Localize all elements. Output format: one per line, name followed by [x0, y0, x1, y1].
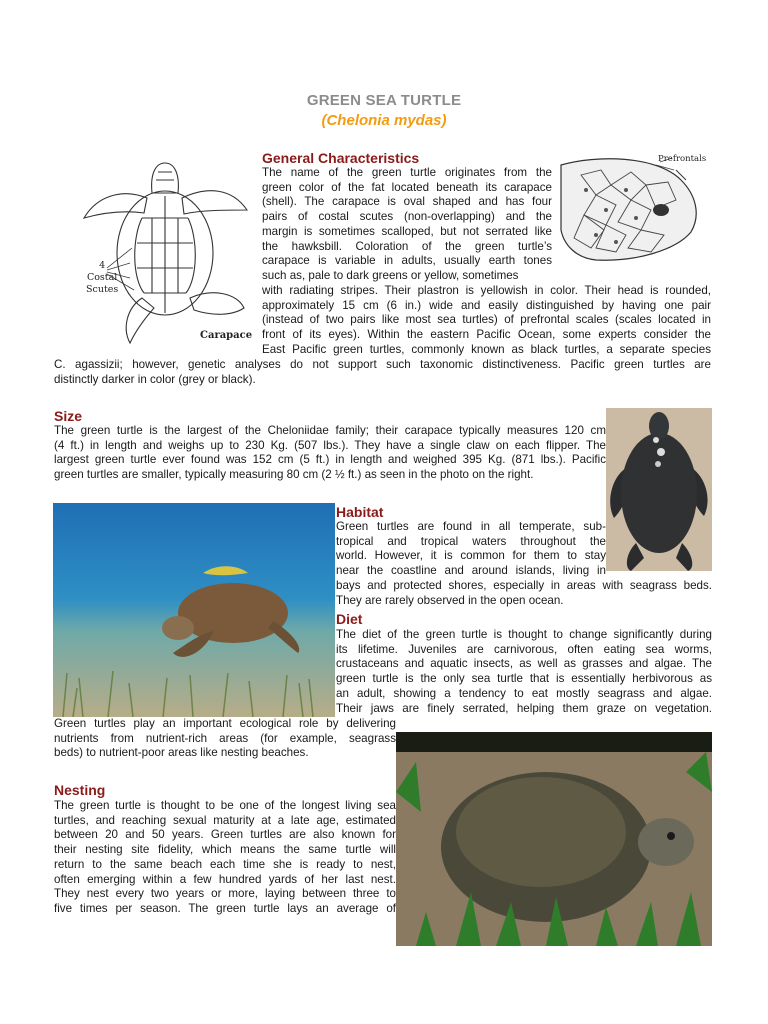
diet-text-continued: Green turtles play an important ecological role by delivering nutrients from nutrient-rich areas (for example, seagrass beds) to nutrient-poor areas like nesting beaches.: [54, 717, 396, 760]
nesting-heading: Nesting: [54, 782, 106, 798]
underwater-turtle-photo: [53, 503, 335, 717]
size-text: The green turtle is the largest of the Cheloniidae family; their carapace typically measures 120 cm (4 ft.) in length and weighs up to 230 Kg. (507 lbs.). They have a single claw on each flipper. The largest green turtle ever found was 152 cm (5 ft.) in length and weighed 395 Kg. (871 lbs.). Pacific green turtles are smaller, typically measuring 80 cm (2 ½ ft.) as seen in the photo on the right.: [54, 424, 606, 482]
prefrontals-label: Prefrontals: [658, 154, 707, 164]
size-heading: Size: [54, 408, 83, 424]
nesting-text: The green turtle is thought to be one of the longest living sea turtles, and reaching sexual maturity at a late age, estimated between 20 and 50 years. Green turtles are also known for their nesting site fidelity, which means the same turtle will return to the same beach each time she is ready to nest, often emerging within a few hundred yards of her last nest. They nest every two years or more, laying between three to five times per season. The green turtle lays an average of: [54, 799, 396, 915]
habitat-text-wide: bays and protected shores, especially in areas with seagrass beds. They are rarely observed in the open ocean.: [336, 579, 712, 607]
habitat-heading: Habitat: [336, 504, 384, 520]
prefrontals-diagram: [556, 150, 706, 270]
costal-scutes-label: 4 Costal Scutes: [86, 260, 119, 295]
general-characteristics-heading: General Characteristics: [262, 150, 420, 166]
carapace-diagram: [72, 158, 257, 348]
carapace-label: Carapace: [200, 330, 253, 341]
general-text-wide: with radiating stripes. Their plastron is yellowish in color. Their head is rounded, approximately 15 cm (6 in.) wide and easily distinguished by having one pair (instead of two pairs like most sea turtles) of prefrontal scales (scales located in front of its eyes). Within the eastern Pacific Ocean, some experts consider the East Pacific green turtles, commonly known as black turtles, a separate species: [262, 284, 711, 356]
general-text-full: C. agassizii; however, genetic analyses do not support such taxonomic distinctiveness. Pacific green turtles are distinctly darker in color (grey or black).: [54, 358, 711, 386]
diet-text: The diet of the green turtle is thought to change significantly during its lifetime. Juveniles are carnivorous, often eating sea worms, crustaceans and aquatic insects, as well as grasses and algae. The green turtle is the only sea turtle that is essentially herbivorous as an adult, showing a tendency to eat mostly seagrass and algae. Their jaws are finely serrated, helping them graze on vegetation.: [336, 628, 712, 715]
page-title: GREEN SEA TURTLE: [306, 92, 462, 109]
diet-heading: Diet: [336, 611, 363, 627]
page-subtitle: (Chelonia mydas): [321, 112, 447, 129]
habitat-text-narrow: Green turtles are found in all temperate, sub- tropical and tropical waters throughout the world. However, it is common for them to stay near the coastline and around islands, living in: [336, 520, 606, 578]
nesting-turtle-photo: [396, 732, 712, 946]
general-text-narrow: The name of the green turtle originates from the green color of the fat located beneath its carapace (shell). The carapace is oval shaped and has four pairs of costal scutes (non-overlapping) and the margin is sometimes scalloped, but not serrated like the hawksbill. Coloration of the green turtle’s carapace is variable in adults, usually earth tones such as, pale to dark greens or yellow, sometimes: [262, 166, 552, 282]
black-turtle-photo: [606, 408, 712, 571]
